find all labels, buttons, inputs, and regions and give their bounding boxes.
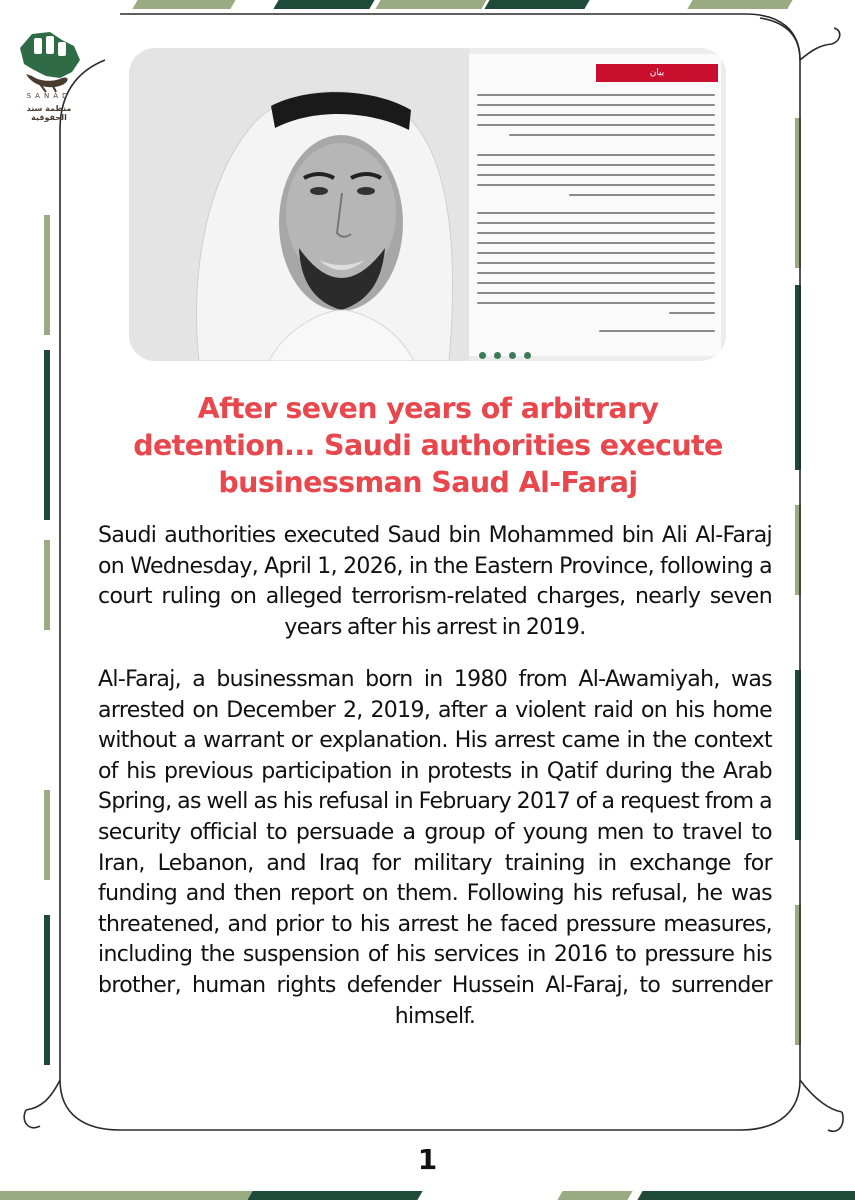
statement-text-line (477, 252, 715, 254)
statement-title: بيان (596, 64, 718, 82)
statement-text-line (477, 174, 715, 176)
statement-text-line (477, 292, 715, 294)
statement-text-line (477, 154, 715, 156)
statement-text-line (477, 94, 715, 96)
brand-org-ar: منظمة سند الحقوقية (26, 104, 72, 122)
statement-text-line (477, 104, 715, 106)
statement-text-line (477, 164, 715, 166)
statement-text-line (477, 222, 715, 224)
statement-text-line (477, 184, 715, 186)
statement-text-line (509, 134, 715, 136)
article-paragraph-2: Al-Faraj, a businessman born in 1980 from Al-Awamiyah, was arrested on December 2, 2019, after a violent raid on his home without a warrant or explanation. His arrest came in the context of his previous participation in protests in Qatif during the Arab Spring, as well as his refusal in February 2017 of a request from a security official to persuade a group of young men to travel to Iran, Lebanon, and Iraq for military training in exchange for funding and then report on them. Following his refusal, he was threatened, and prior to his arrest he faced pressure measures, including the suspension of his services in 2016 to pressure his brother, human rights defender Hussein Al-Faraj, to surrender himself. (98, 667, 772, 1029)
statement-footer-icons (479, 344, 539, 352)
statement-text-line (477, 242, 715, 244)
statement-card (469, 54, 721, 356)
statement-text-line (477, 302, 715, 304)
statement-text-line (477, 282, 715, 284)
statement-text-line (599, 330, 715, 332)
statement-text-line (477, 232, 715, 234)
statement-text-line (477, 212, 715, 214)
statement-text-line (569, 194, 715, 196)
portrait-image (129, 48, 469, 361)
article-headline: After seven years of arbitrary detention... Saudi authorities execute businessman Saud Al-Faraj (133, 392, 723, 499)
statement-text-line (477, 114, 715, 116)
statement-text-line (477, 272, 715, 274)
sanad-logo (10, 26, 88, 126)
page-number: 1 (417, 1143, 438, 1176)
brand-name-en: SANAD (26, 92, 72, 100)
article-paragraph-1: Saudi authorities executed Saud bin Mohammed bin Ali Al-Faraj on Wednesday, April 1, 2026, in the Eastern Province, following a court ruling on alleged terrorism-related charges, nearly seven years after his arrest in 2019. (98, 523, 772, 640)
saudi-map-fists-icon (10, 26, 88, 96)
statement-text-line (669, 312, 715, 314)
feature-image (129, 48, 726, 361)
statement-text-line (477, 262, 715, 264)
statement-text-line (477, 124, 715, 126)
